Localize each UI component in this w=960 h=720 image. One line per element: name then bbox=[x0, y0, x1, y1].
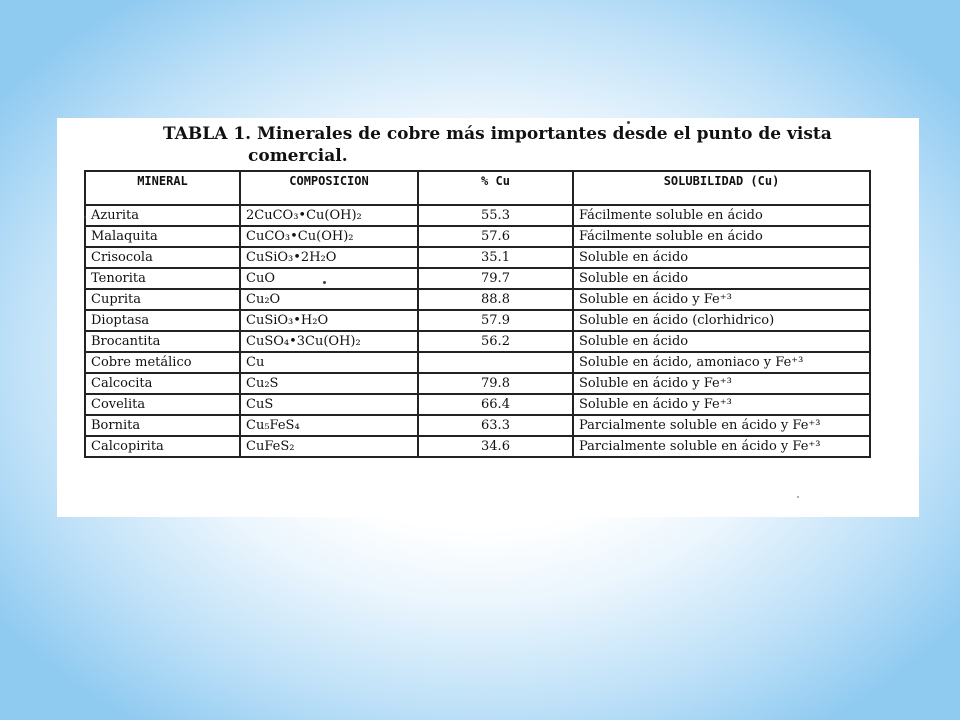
cell-percent-cu bbox=[418, 352, 573, 373]
cell-composicion: Cu bbox=[240, 352, 418, 373]
table-body bbox=[85, 205, 870, 457]
minerals-table bbox=[84, 170, 871, 458]
cell-mineral: Covelita bbox=[85, 394, 240, 415]
cell-percent-cu: 55.3 bbox=[418, 205, 573, 226]
table-row bbox=[85, 331, 870, 352]
cell-solubilidad: Soluble en ácido y Fe⁺³ bbox=[573, 289, 870, 310]
cell-composicion: CuO bbox=[240, 268, 418, 289]
scan-speck bbox=[797, 496, 799, 498]
table-title bbox=[163, 123, 863, 167]
cell-percent-cu: 57.9 bbox=[418, 310, 573, 331]
cell-mineral: Brocantita bbox=[85, 331, 240, 352]
cell-composicion: CuFeS₂ bbox=[240, 436, 418, 457]
table-title-line-1: TABLA 1. Minerales de cobre más importantes desde el punto de vista bbox=[163, 124, 832, 144]
table-row bbox=[85, 436, 870, 457]
cell-composicion: CuCO₃•Cu(OH)₂ bbox=[240, 226, 418, 247]
cell-percent-cu: 34.6 bbox=[418, 436, 573, 457]
cell-percent-cu: 56.2 bbox=[418, 331, 573, 352]
table-row bbox=[85, 310, 870, 331]
table-row bbox=[85, 289, 870, 310]
cell-mineral: Azurita bbox=[85, 205, 240, 226]
cell-mineral: Bornita bbox=[85, 415, 240, 436]
cell-composicion: CuS bbox=[240, 394, 418, 415]
scan-speck bbox=[323, 281, 326, 284]
cell-solubilidad: Soluble en ácido (clorhidrico) bbox=[573, 310, 870, 331]
cell-mineral: Dioptasa bbox=[85, 310, 240, 331]
cell-mineral: Calcocita bbox=[85, 373, 240, 394]
cell-solubilidad: Parcialmente soluble en ácido y Fe⁺³ bbox=[573, 436, 870, 457]
table-row bbox=[85, 415, 870, 436]
table-row bbox=[85, 226, 870, 247]
cell-mineral: Tenorita bbox=[85, 268, 240, 289]
table-row bbox=[85, 394, 870, 415]
cell-composicion: CuSO₄•3Cu(OH)₂ bbox=[240, 331, 418, 352]
table-row bbox=[85, 247, 870, 268]
cell-composicion: 2CuCO₃•Cu(OH)₂ bbox=[240, 205, 418, 226]
cell-percent-cu: 66.4 bbox=[418, 394, 573, 415]
cell-solubilidad: Soluble en ácido bbox=[573, 268, 870, 289]
cell-solubilidad: Soluble en ácido bbox=[573, 247, 870, 268]
cell-composicion: Cu₂S bbox=[240, 373, 418, 394]
cell-composicion: CuSiO₃•2H₂O bbox=[240, 247, 418, 268]
cell-composicion: Cu₅FeS₄ bbox=[240, 415, 418, 436]
cell-solubilidad: Parcialmente soluble en ácido y Fe⁺³ bbox=[573, 415, 870, 436]
cell-percent-cu: 57.6 bbox=[418, 226, 573, 247]
cell-solubilidad: Soluble en ácido bbox=[573, 331, 870, 352]
table-row bbox=[85, 268, 870, 289]
cell-percent-cu: 79.7 bbox=[418, 268, 573, 289]
table-row bbox=[85, 352, 870, 373]
cell-mineral: Calcopirita bbox=[85, 436, 240, 457]
table-header-row bbox=[85, 171, 870, 205]
cell-solubilidad: Fácilmente soluble en ácido bbox=[573, 205, 870, 226]
scan-speck bbox=[84, 216, 86, 218]
header-solubilidad: SOLUBILIDAD (Cu) bbox=[573, 171, 870, 205]
cell-solubilidad: Soluble en ácido y Fe⁺³ bbox=[573, 394, 870, 415]
scan-speck bbox=[627, 121, 630, 124]
cell-mineral: Malaquita bbox=[85, 226, 240, 247]
table-row bbox=[85, 373, 870, 394]
cell-percent-cu: 35.1 bbox=[418, 247, 573, 268]
cell-percent-cu: 63.3 bbox=[418, 415, 573, 436]
slide-image-panel bbox=[57, 118, 919, 517]
cell-solubilidad: Fácilmente soluble en ácido bbox=[573, 226, 870, 247]
header-composicion: COMPOSICION bbox=[240, 171, 418, 205]
cell-mineral: Cobre metálico bbox=[85, 352, 240, 373]
cell-mineral: Crisocola bbox=[85, 247, 240, 268]
cell-composicion: Cu₂O bbox=[240, 289, 418, 310]
cell-solubilidad: Soluble en ácido y Fe⁺³ bbox=[573, 373, 870, 394]
cell-solubilidad: Soluble en ácido, amoniaco y Fe⁺³ bbox=[573, 352, 870, 373]
cell-mineral: Cuprita bbox=[85, 289, 240, 310]
header-mineral: MINERAL bbox=[85, 171, 240, 205]
table-row bbox=[85, 205, 870, 226]
cell-composicion: CuSiO₃•H₂O bbox=[240, 310, 418, 331]
cell-percent-cu: 88.8 bbox=[418, 289, 573, 310]
header-percent-cu: % Cu bbox=[418, 171, 573, 205]
table-title-line-2: comercial. bbox=[248, 146, 348, 166]
cell-percent-cu: 79.8 bbox=[418, 373, 573, 394]
